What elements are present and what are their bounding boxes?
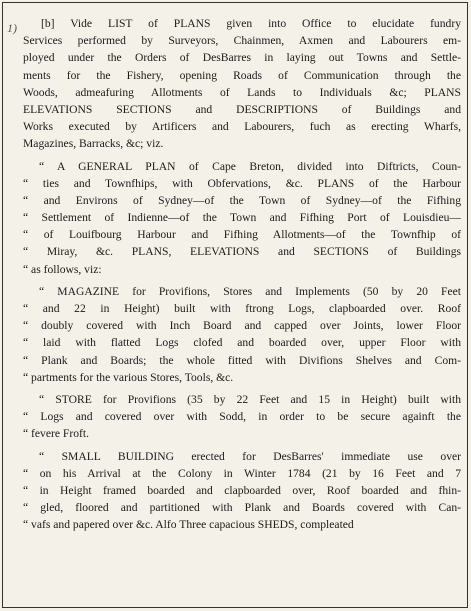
paragraph-magazine xyxy=(23,283,461,386)
margin-mark: 1) xyxy=(7,21,17,35)
text-line: Services performed by Surveyors, Chainmen, Axmen and Labourers em- xyxy=(23,34,461,48)
text-line: ployed under the Orders of DesBarres in laying out Towns and Settle- xyxy=(23,51,461,65)
text-line: Woods, admeafuring Allotments of Lands to Individuals &c; PLANS xyxy=(23,85,461,99)
text-line: “ laid with flatted Logs clofed and boarded over, upper Floor with xyxy=(23,336,461,350)
text-line: “ doubly covered with Inch Board and capped over Joints, lower Floor xyxy=(23,319,461,333)
text-line: “ and Environs of Sydney—of the Town of Sydney—of the Fifhing xyxy=(23,193,461,207)
text-line: “ Plank and Boards; the whole fitted with Divifions Shelves and Com- xyxy=(23,353,461,367)
text-line: “ gled, floored and partitioned with Plank and Boards covered with Can- xyxy=(23,501,461,515)
text-line: “ Miray, &c. PLANS, ELEVATIONS and SECTIONS of Buildings xyxy=(23,245,461,259)
paragraph-store xyxy=(23,391,461,443)
text-line: “ fevere Froft. xyxy=(23,427,89,441)
text-line: “ and 22 in Height) built with ftrong Logs, clapboarded over. Roof xyxy=(23,302,461,315)
text-line: [b] Vide LIST of PLANS given into Office to elucidate fundry xyxy=(41,17,461,30)
text-line: “ on his Arrival at the Colony in Winter 1784 (21 by 16 Feet and 7 xyxy=(23,466,461,480)
text-line: ments for the Fishery, opening Roads of Communication through the xyxy=(23,68,461,82)
text-line: “ SMALL BUILDING erected for DesBarres' immediate use over xyxy=(39,449,461,463)
text-line: “ Logs and covered over with Sodd, in order to be secure againft the xyxy=(23,410,461,424)
paragraph-general-plan xyxy=(23,158,461,278)
text-column xyxy=(23,15,461,533)
paragraph-small-building xyxy=(23,448,461,534)
text-line: ELEVATIONS SECTIONS and DESCRIPTIONS of Buildings and xyxy=(23,102,461,116)
paragraph-intro xyxy=(23,15,461,153)
text-line: “ of Louifbourg Harbour and Fifhing Allotments—of the Townfhip of xyxy=(23,228,461,242)
text-line: “ STORE for Provifions (35 by 22 Feet and 15 in Height) built with xyxy=(39,392,461,406)
text-line: Magazines, Barracks, &c; viz. xyxy=(23,137,164,151)
text-line: “ in Height framed boarded and clapboarded over, Roof boarded and fhin- xyxy=(23,483,461,497)
text-line: “ A GENERAL PLAN of Cape Breton, divided into Diftricts, Coun- xyxy=(39,159,461,173)
text-line: “ Settlement of Indienne—of the Town and Fifhing Port of Louisdieu— xyxy=(23,211,461,225)
text-line: “ partments for the various Stores, Tools, &c. xyxy=(23,370,234,384)
text-line: “ MAGAZINE for Provifions, Stores and Implements (50 by 20 Feet xyxy=(39,284,461,298)
text-line: “ ties and Townfhips, with Obfervations, &c. PLANS of the Harbour xyxy=(23,176,461,190)
text-line: “ as follows, viz: xyxy=(23,262,102,276)
text-line: Works executed by Artificers and Labourers, fuch as erecting Wharfs, xyxy=(23,120,461,134)
text-line: “ vafs and papered over &c. Alfo Three capacious SHEDS, compleated xyxy=(23,518,354,532)
document-page xyxy=(2,2,468,608)
